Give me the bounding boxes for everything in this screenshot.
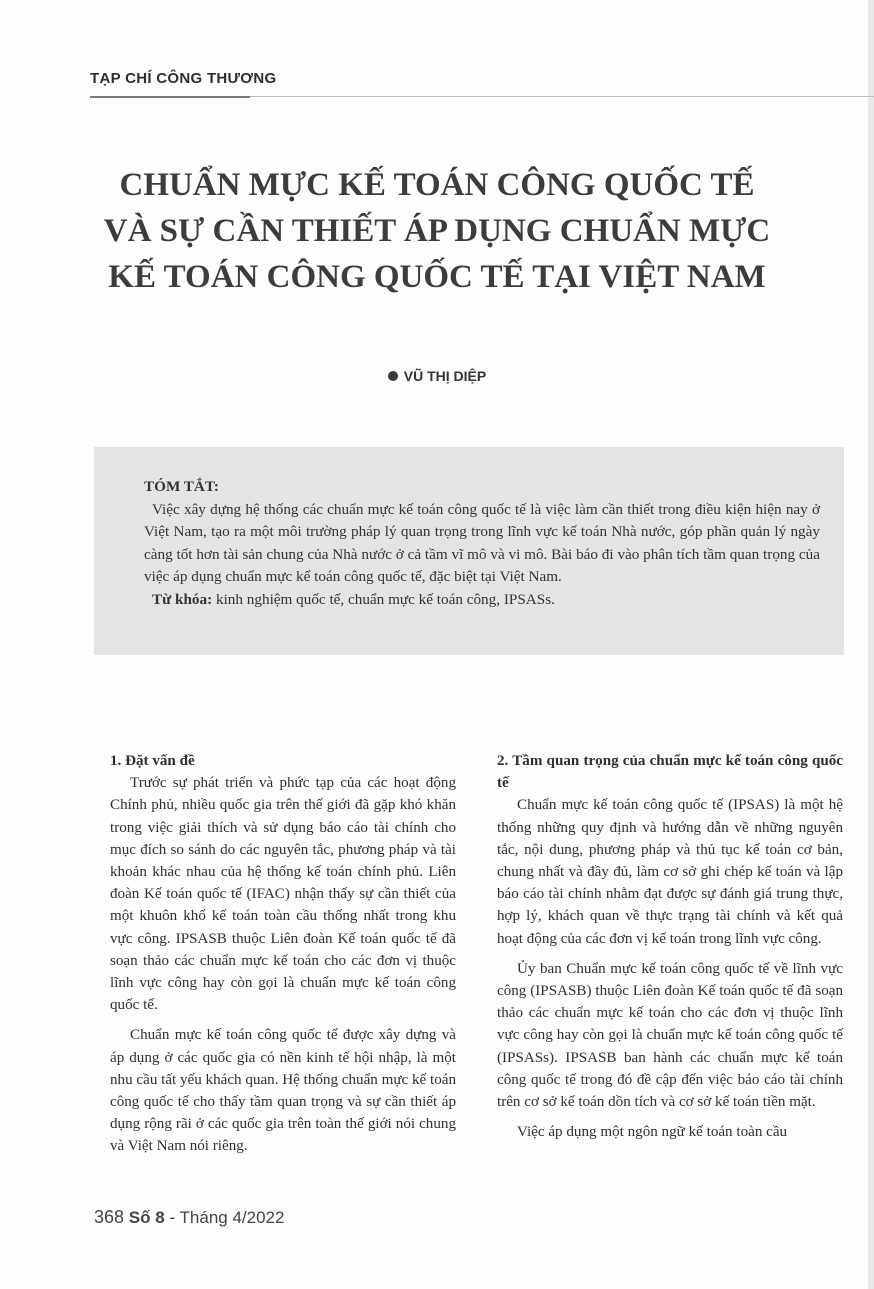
issue-number: 8 bbox=[155, 1208, 165, 1227]
header-rule-accent bbox=[90, 96, 250, 98]
author-name: VŨ THỊ DIỆP bbox=[403, 368, 487, 384]
keywords bbox=[144, 589, 820, 612]
issue-date: - Tháng 4/2022 bbox=[169, 1208, 285, 1227]
left-column bbox=[110, 750, 456, 1158]
title-line: KẾ TOÁN CÔNG QUỐC TẾ TẠI VIỆT NAM bbox=[108, 259, 766, 295]
paragraph: Ủy ban Chuẩn mực kế toán công quốc tế về lĩnh vực công (IPSASB) thuộc Liên đoàn Kế toán quốc tế đã soạn thảo các chuẩn mực kế toán cho các đơn vị thuộc lĩnh vực công hay còn gọi là chuẩn mực kế toán công quốc tế (IPSASs). IPSASB ban hành các chuẩn mực kế toán công quốc tế trong đó đề cập đến việc báo cáo tài chính trên cơ sở kế toán dồn tích và cơ sở kế toán tiền mặt. bbox=[497, 960, 843, 1111]
paragraph: Chuẩn mực kế toán công quốc tế (IPSAS) là một hệ thống những quy định và hướng dẫn về những nguyên tắc, nội dung, phương pháp và thủ tục kế toán cơ bản, chung nhất và đầy đủ, làm cơ sở ghi chép kế toán và lập báo cáo tài chính nhằm đạt được sự đánh giá trung thực, hợp lý, khách quan về thực trạng tài chính và kết quả hoạt động của các đơn vị kế toán trong lĩnh vực công. bbox=[497, 797, 843, 947]
section-heading: 2. Tầm quan trọng của chuẩn mực kế toán công quốc tế bbox=[497, 753, 843, 792]
abstract-box bbox=[94, 447, 844, 655]
journal-name: TẠP CHÍ CÔNG THƯƠNG bbox=[90, 70, 277, 87]
page-number: 368 bbox=[94, 1207, 125, 1227]
abstract-text: Việc xây dựng hệ thống các chuẩn mực kế toán công quốc tế là việc làm cần thiết trong điều kiện hiện nay ở Việt Nam, tạo ra một môi trường pháp lý quan trọng trong lĩnh vực kế toán Nhà nước, góp phần quản lý ngày càng tốt hơn tài sản chung của Nhà nước ở cả tầm vĩ mô và vi mô. Bài báo đi vào phân tích tầm quan trọng của việc áp dụng chuẩn mực kế toán công quốc tế, đặc biệt tại Việt Nam. bbox=[144, 500, 820, 586]
abstract-heading: TÓM TẮT: bbox=[144, 478, 219, 495]
paragraph: Trước sự phát triển và phức tạp của các hoạt động Chính phủ, nhiều quốc gia trên thế giới đã gặp khó khăn trong việc giải thích và sử dụng báo cáo tài chính cho mục đích so sánh do các nguyên tắc, phương pháp và tài khoản khác nhau của hệ thống kế toán chính phủ. Liên đoàn Kế toán quốc tế (IFAC) nhận thấy sự cần thiết của một khuôn khổ kế toán toàn cầu thống nhất trong khu vực công. IPSASB thuộc Liên đoàn Kế toán quốc tế đã soạn thảo các chuẩn mực kế toán cho các đơn vị thuộc lĩnh vực công hay còn gọi là chuẩn mực kế toán công quốc tế. bbox=[110, 775, 456, 1014]
article-title bbox=[60, 162, 814, 300]
bullet-icon bbox=[388, 371, 398, 381]
title-line: CHUẨN MỰC KẾ TOÁN CÔNG QUỐC TẾ bbox=[119, 167, 755, 203]
keywords-label: Từ khóa: bbox=[152, 590, 213, 608]
issue-label: Số bbox=[128, 1208, 151, 1227]
page-edge-shadow bbox=[868, 0, 874, 1289]
abstract-content bbox=[144, 476, 820, 612]
paragraph: Việc áp dụng một ngôn ngữ kế toán toàn cầu bbox=[517, 1124, 788, 1141]
section-heading: 1. Đặt vấn đề bbox=[110, 753, 195, 769]
paragraph: Chuẩn mực kế toán công quốc tế được xây dựng và áp dụng ở các quốc gia có nền kinh tế hội nhập, là một nhu cầu tất yếu khách quan. Hệ thống chuẩn mực kế toán công quốc tế cho thấy tầm quan trọng và sự cần thiết áp dụng rộng rãi ở các quốc gia trên toàn thế giới nói chung và Việt Nam nói riêng. bbox=[110, 1027, 456, 1155]
page-footer bbox=[94, 1207, 284, 1228]
title-line: VÀ SỰ CẦN THIẾT ÁP DỤNG CHUẨN MỰC bbox=[103, 213, 771, 249]
right-column bbox=[497, 750, 843, 1143]
author-line bbox=[0, 368, 874, 384]
keywords-text: kinh nghiệm quốc tế, chuẩn mực kế toán công, IPSASs. bbox=[212, 590, 555, 608]
